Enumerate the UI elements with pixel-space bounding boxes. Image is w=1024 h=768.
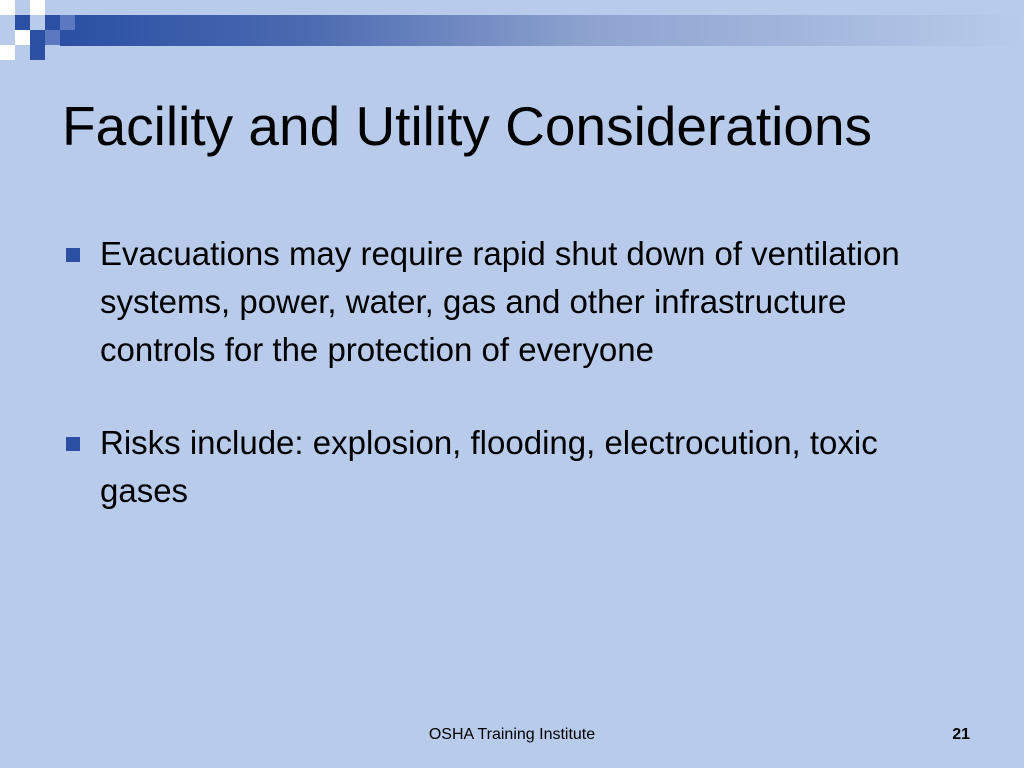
- decor-square: [30, 0, 45, 15]
- bullet-text: Risks include: explosion, flooding, electrocution, toxic gases: [100, 424, 878, 509]
- footer-text: OSHA Training Institute: [428, 726, 596, 743]
- bullet-list: [62, 230, 962, 560]
- decor-square: [15, 30, 30, 45]
- decor-square: [0, 0, 15, 15]
- decor-square: [45, 30, 60, 45]
- bullet-item: [62, 419, 962, 515]
- square-bullet-icon: [66, 248, 80, 262]
- slide-title: Facility and Utility Considerations: [62, 95, 873, 157]
- decor-square: [45, 15, 60, 30]
- square-bullet-icon: [66, 437, 80, 451]
- page-number: 21: [952, 726, 970, 743]
- decor-square: [30, 30, 45, 45]
- decor-square: [30, 45, 45, 60]
- decor-square: [15, 15, 30, 30]
- bullet-text: Evacuations may require rapid shut down of ventilation systems, power, water, gas and other infrastructure controls for the protection of everyone: [100, 235, 900, 368]
- header-gradient-bar: [60, 15, 1024, 46]
- bullet-item: [62, 230, 962, 374]
- decor-square: [60, 15, 75, 30]
- decor-square: [0, 45, 15, 60]
